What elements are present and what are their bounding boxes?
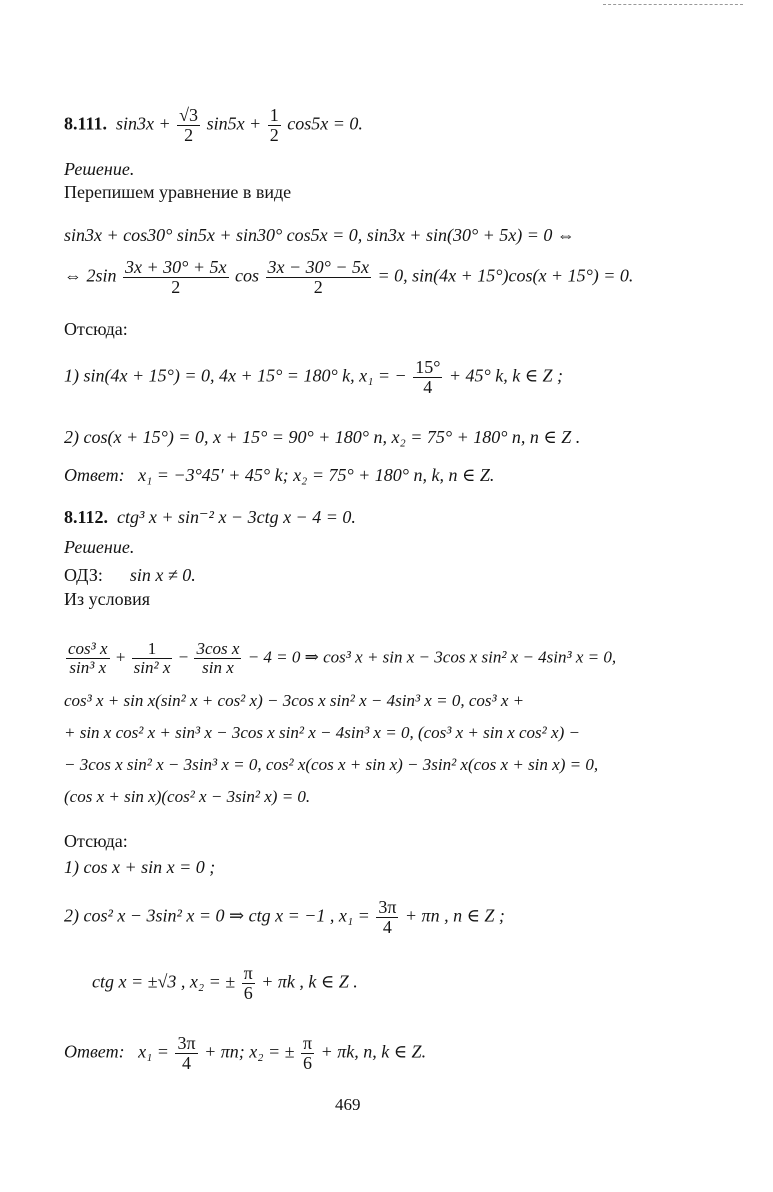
- fraction: [301, 1034, 314, 1073]
- eq-part: + πn , n ∈ Z ;: [404, 905, 505, 926]
- fraction-num: 1: [132, 640, 173, 659]
- problem-112-statement: [64, 508, 356, 526]
- eq-part: 1) sin(4x + 15°) = 0, 4x + 15° = 180° k, x₁ = −: [64, 365, 407, 386]
- hence-label: Отсюда:: [64, 831, 128, 851]
- answer-line: [64, 1034, 426, 1073]
- fraction-den: 2: [171, 276, 181, 297]
- fraction-num: 3cos x: [196, 639, 240, 658]
- fraction-num: 3π: [177, 1033, 196, 1053]
- eq-part: sin5x +: [206, 113, 262, 134]
- eq-part: −: [178, 647, 189, 667]
- math-line: cos³ x + sin x(sin² x + cos² x) − 3cos x sin² x − 4sin³ x = 0, cos³ x +: [64, 691, 525, 710]
- eq-part: cos: [235, 265, 259, 286]
- fraction: [175, 1034, 197, 1073]
- fraction-den: 2: [313, 276, 323, 297]
- odz-label: ОДЗ:: [64, 565, 103, 585]
- fraction-den: 6: [303, 1052, 313, 1073]
- condition-label: Из условия: [64, 589, 150, 609]
- fraction-den: sin² x: [133, 657, 171, 677]
- eq-part: +: [115, 647, 126, 667]
- eq-part: ctg³ x + sin⁻² x − 3ctg x − 4 = 0.: [117, 507, 356, 527]
- math-line: [92, 964, 358, 1003]
- math-line: [64, 640, 616, 677]
- fraction-den: 4: [382, 916, 392, 937]
- fraction-num: √3: [179, 105, 199, 125]
- answer-value: x₁ = −3°45′ + 45° k; x₂ = 75° + 180° n, k, n ∈ Z.: [138, 465, 495, 485]
- odz-line: [64, 566, 196, 584]
- math-line: [64, 258, 633, 297]
- eq-part: + πk , k ∈ Z .: [261, 971, 358, 992]
- fraction: [242, 964, 255, 1003]
- rewrite-text: Перепишем уравнение в виде: [64, 182, 292, 202]
- fraction-den: 2: [184, 124, 194, 145]
- math-line: 2) cos(x + 15°) = 0, x + 15° = 90° + 180° n, x₂ = 75° + 180° n, n ∈ Z .: [64, 427, 581, 447]
- fraction-num: π: [243, 963, 253, 983]
- fraction: [266, 258, 371, 297]
- fraction-num: 3x − 30° − 5x: [267, 257, 369, 277]
- eq-part: = 0, sin(4x + 15°)cos(x + 15°) = 0.: [377, 265, 634, 286]
- eq-part: − 4 = 0 ⇒ cos³ x + sin x − 3cos x sin² x − 4sin³ x = 0,: [247, 647, 617, 667]
- fraction-num: π: [303, 1033, 313, 1053]
- problem-112-number: 8.112.: [64, 507, 109, 527]
- scan-artifact-line: [603, 4, 743, 5]
- eq-part: + πn; x₂ = ±: [204, 1041, 295, 1062]
- eq-part: ctg x = ±√3 , x₂ = ±: [92, 971, 236, 992]
- fraction-den: 2: [269, 124, 279, 145]
- math-line: [64, 898, 505, 937]
- eq-part: x₁ =: [138, 1041, 169, 1062]
- fraction-num: 1: [269, 105, 279, 125]
- fraction-num: cos³ x: [68, 639, 108, 658]
- answer-label: Ответ:: [64, 465, 125, 485]
- fraction: [376, 898, 398, 937]
- eq-part: ⇔ 2sin: [64, 265, 117, 286]
- hence-label: Отсюда:: [64, 319, 128, 339]
- math-line: sin3x + cos30° sin5x + sin30° cos5x = 0, sin3x + sin(30° + 5x) = 0 ⇔: [64, 225, 575, 245]
- fraction: [177, 106, 200, 145]
- math-line: − 3cos x sin² x − 3sin³ x = 0, cos² x(cos x + sin x) − 3sin² x(cos x + sin x) = 0,: [64, 755, 599, 774]
- fraction-num: 3x + 30° + 5x: [125, 257, 227, 277]
- fraction-num: 3π: [378, 897, 397, 917]
- math-line: (cos x + sin x)(cos² x − 3sin² x) = 0.: [64, 787, 311, 806]
- eq-part: 2) cos² x − 3sin² x = 0 ⇒ ctg x = −1 , x₁ =: [64, 905, 370, 926]
- eq-part: + πk, n, k ∈ Z.: [320, 1041, 427, 1062]
- fraction-den: 6: [243, 982, 253, 1003]
- eq-part: + 45° k, k ∈ Z ;: [448, 365, 564, 386]
- fraction-den: 4: [182, 1052, 192, 1073]
- math-line: + sin x cos² x + sin³ x − 3cos x sin² x − 4sin³ x = 0, (cos³ x + sin x cos² x) −: [64, 723, 580, 742]
- problem-111-number: 8.111.: [64, 113, 108, 134]
- odz-value: sin x ≠ 0.: [129, 565, 196, 585]
- answer-label: Ответ:: [64, 1041, 125, 1062]
- fraction: [194, 640, 241, 677]
- fraction-den: sin x: [202, 657, 234, 677]
- fraction-num: 15°: [415, 357, 441, 377]
- problem-111-statement: [64, 106, 363, 145]
- fraction: [132, 640, 173, 677]
- fraction-den: sin³ x: [69, 657, 107, 677]
- fraction-den: 4: [423, 376, 433, 397]
- fraction: [413, 358, 442, 397]
- page-number: 469: [335, 1095, 361, 1114]
- solution-label: Решение.: [64, 537, 135, 557]
- math-line: 1) cos x + sin x = 0 ;: [64, 857, 216, 877]
- eq-part: sin3x +: [116, 113, 171, 134]
- math-line: [64, 358, 563, 397]
- solution-label: Решение.: [64, 159, 135, 179]
- fraction: [123, 258, 228, 297]
- answer-line: [64, 466, 494, 484]
- fraction: [268, 106, 281, 145]
- fraction: [66, 640, 110, 677]
- eq-part: cos5x = 0.: [287, 113, 363, 134]
